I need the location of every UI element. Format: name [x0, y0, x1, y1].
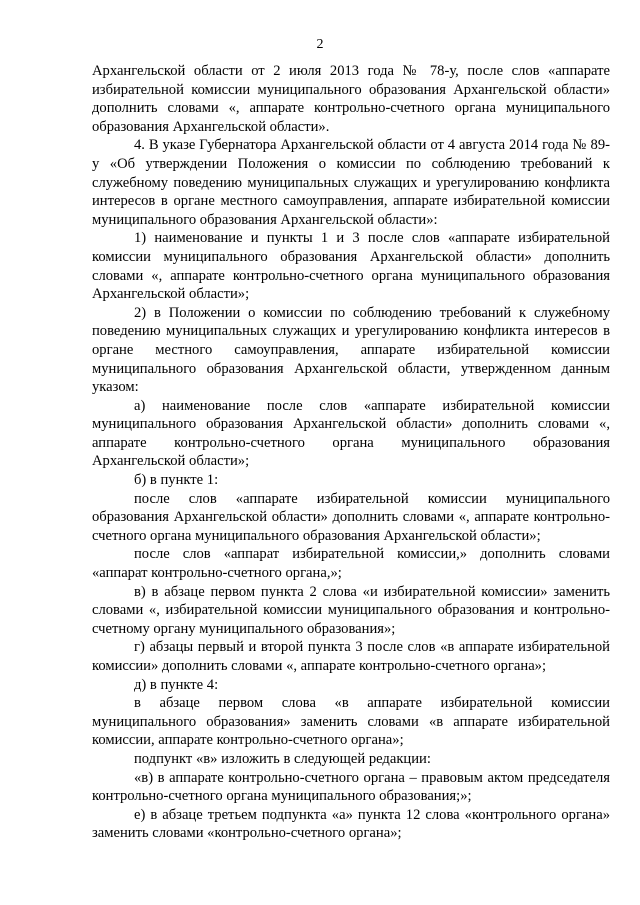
paragraph: «в) в аппарате контрольно-счетного органа – правовым актом председателя контрольно-счетного органа муниципального образования;»; — [92, 769, 610, 805]
paragraph: в абзаце первом слова «в аппарате избирательной комиссии муниципального образования» заменить словами «в аппарате избирательной комиссии, аппарате контрольно-счетного органа»; — [92, 695, 610, 749]
paragraph: б) в пункте 1: — [134, 472, 219, 489]
paragraph: е) в абзаце третьем подпункта «а» пункта 12 слова «контрольного органа» заменить словами «контрольно-счетного органа»; — [92, 806, 610, 842]
document-body — [92, 62, 610, 843]
paragraph: 4. В указе Губернатора Архангельской области от 4 августа 2014 года № 89-у «Об утверждении Положения о комиссии по соблюдению требований к служебному поведению муниципальных служащих и урегулированию конфликта интересов в органе местного самоуправления, аппарате избирательной комиссии муниципального образования Архангельской области»: — [92, 137, 610, 228]
paragraph: после слов «аппарате избирательной комиссии муниципального образования Архангельской области» дополнить словами «, аппарате контрольно-счетного органа муниципального образования Архангельской области»; — [92, 490, 610, 544]
paragraph: 2) в Положении о комиссии по соблюдению требований к служебному поведению муниципальных служащих и урегулированию конфликта интересов в органе местного самоуправления, аппарате избирательной комиссии муниципального образования Архангельской области, утвержденном данным указом: — [92, 304, 610, 396]
paragraph: подпункт «в» изложить в следующей редакции: — [134, 750, 431, 767]
paragraph: в) в абзаце первом пункта 2 слова «и избирательной комиссии» заменить словами «, избирательной комиссии муниципального образования и контрольно-счетному органу муниципального образования»; — [92, 583, 610, 637]
paragraph: после слов «аппарат избирательной комиссии,» дополнить словами «аппарат контрольно-счетного органа,»; — [92, 546, 610, 582]
paragraph: 1) наименование и пункты 1 и 3 после слов «аппарате избирательной комиссии муниципального образования Архангельской области» дополнить словами «, аппарате контрольно-счетного органа муниципального образования Архангельской области»; — [92, 230, 610, 303]
paragraph: г) абзацы первый и второй пункта 3 после слов «в аппарате избирательной комиссии» дополнить словами «, аппарате контрольно-счетного органа»; — [92, 639, 610, 674]
paragraph: Архангельской области от 2 июля 2013 года № 78-у, после слов «аппарате избирательной комиссии муниципального образования Архангельской области» дополнить словами «, аппарате контрольно-счетного органа муниципального образования Архангельской области». — [92, 63, 610, 135]
paragraph: д) в пункте 4: — [134, 676, 219, 693]
page-number: 2 — [316, 37, 324, 52]
paragraph: а) наименование после слов «аппарате избирательной комиссии муниципального образования Архангельской области» дополнить словами «, аппарате контрольно-счетного органа муниципального образования Архангельской области»; — [92, 397, 610, 470]
